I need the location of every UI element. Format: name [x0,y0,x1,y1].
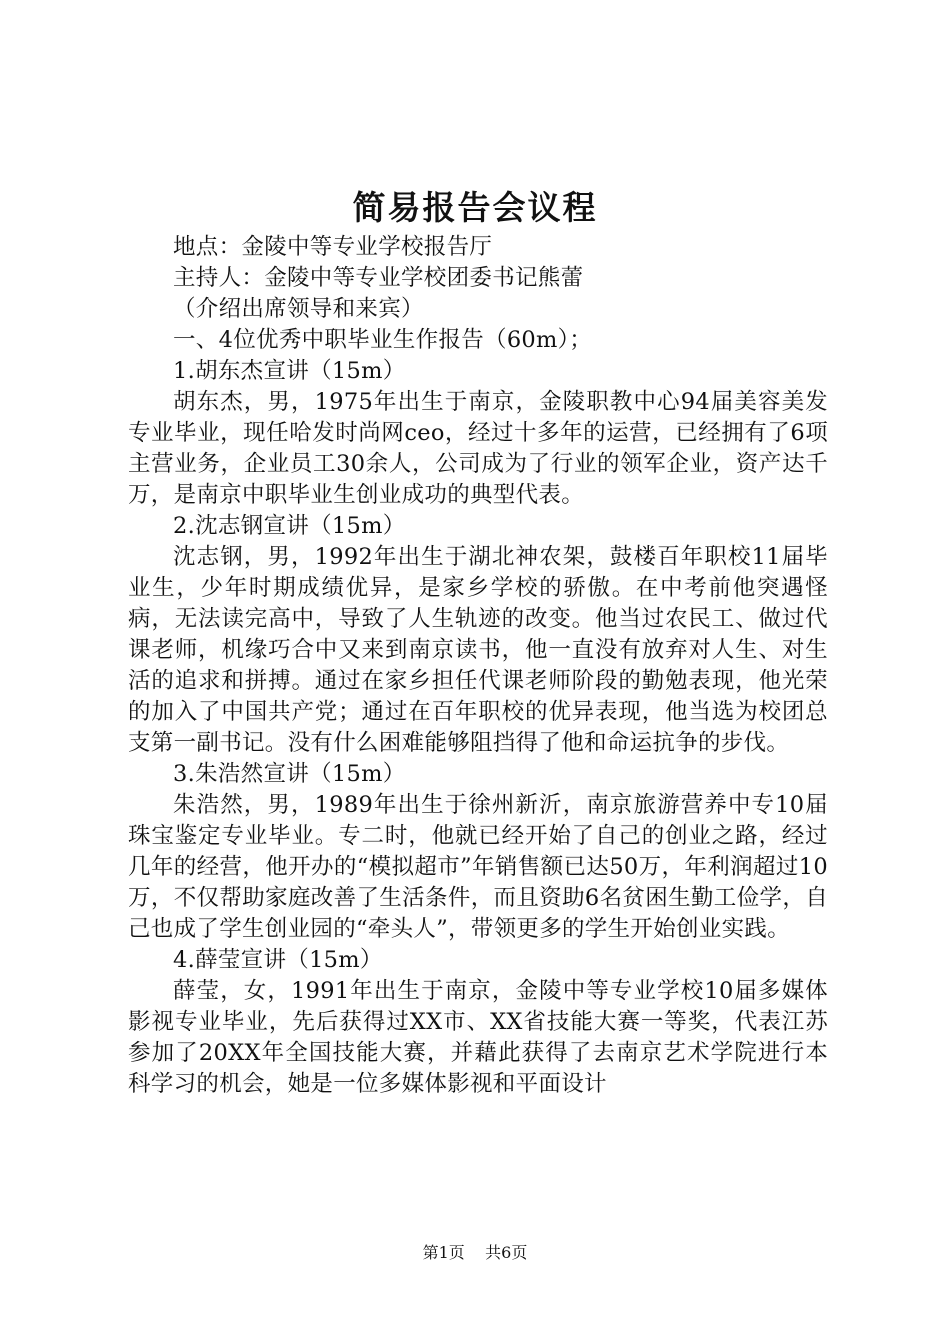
speaker-heading: 1.胡东杰宣讲（15m） [173,358,406,384]
location-line: 地点：金陵中等专业学校报告厅 [173,234,493,260]
speaker-bio: 朱浩然，男，1989年出生于徐州新沂，南京旅游营养中专10届珠宝鉴定专业毕业。专二时，他就已经开始了自己的创业之路，经过几年的经营，他开办的“模拟超市”年销售额已达50万，年利润超过10万，不仅帮助家庭改善了生活条件，而且资助6名贫困生勤工俭学，自己也成了学生创业园的“牵头人”，带领更多的学生开始创业实践。 [128,792,828,942]
page-number: 第1页 [422,1243,465,1262]
speaker-bio: 薛莹，女，1991年出生于南京，金陵中等专业学校10届多媒体影视专业毕业，先后获得过XX市、XX省技能大赛一等奖，代表江苏参加了20XX年全国技能大赛，并藉此获得了去南京艺术学院进行本科学习的机会，她是一位多媒体影视和平面设计 [128,978,828,1097]
speaker-bio: 胡东杰，男，1975年出生于南京，金陵职教中心94届美容美发专业毕业，现任哈发时尚网ceo，经过十多年的运营，已经拥有了6项主营业务，企业员工30余人，公司成为了行业的领军企业，资产达千万，是南京中职毕业生创业成功的典型代表。 [128,389,828,508]
page-total: 共6页 [485,1243,528,1262]
speaker-heading: 3.朱浩然宣讲（15m） [173,761,406,787]
speaker-bio: 沈志钢，男，1992年出生于湖北神农架，鼓楼百年职校11届毕业生，少年时期成绩优异，是家乡学校的骄傲。在中考前他突遇怪病，无法读完高中，导致了人生轨迹的改变。他当过农民工、做过代课老师，机缘巧合中又来到南京读书，他一直没有放弃对人生、对生活的追求和拼搏。通过在家乡担任代课老师阶段的勤勉表现，他光荣的加入了中国共产党；通过在百年职校的优异表现，他当选为校团总支第一副书记。没有什么困难能够阻挡得了他和命运抗争的步伐。 [128,544,828,756]
document-body [128,232,828,1100]
intro-note: （介绍出席领导和来宾） [173,296,424,322]
page-footer [0,1241,950,1265]
section-heading: 一、4位优秀中职毕业生作报告（60m）； [173,327,593,353]
speaker-heading: 2.沈志钢宣讲（15m） [173,513,406,539]
speaker-heading: 4.薛莹宣讲（15m） [173,947,383,973]
host-line: 主持人：金陵中等专业学校团委书记熊蕾 [173,265,584,291]
document-title: 简易报告会议程 [352,188,598,227]
page-separator [470,1243,480,1262]
